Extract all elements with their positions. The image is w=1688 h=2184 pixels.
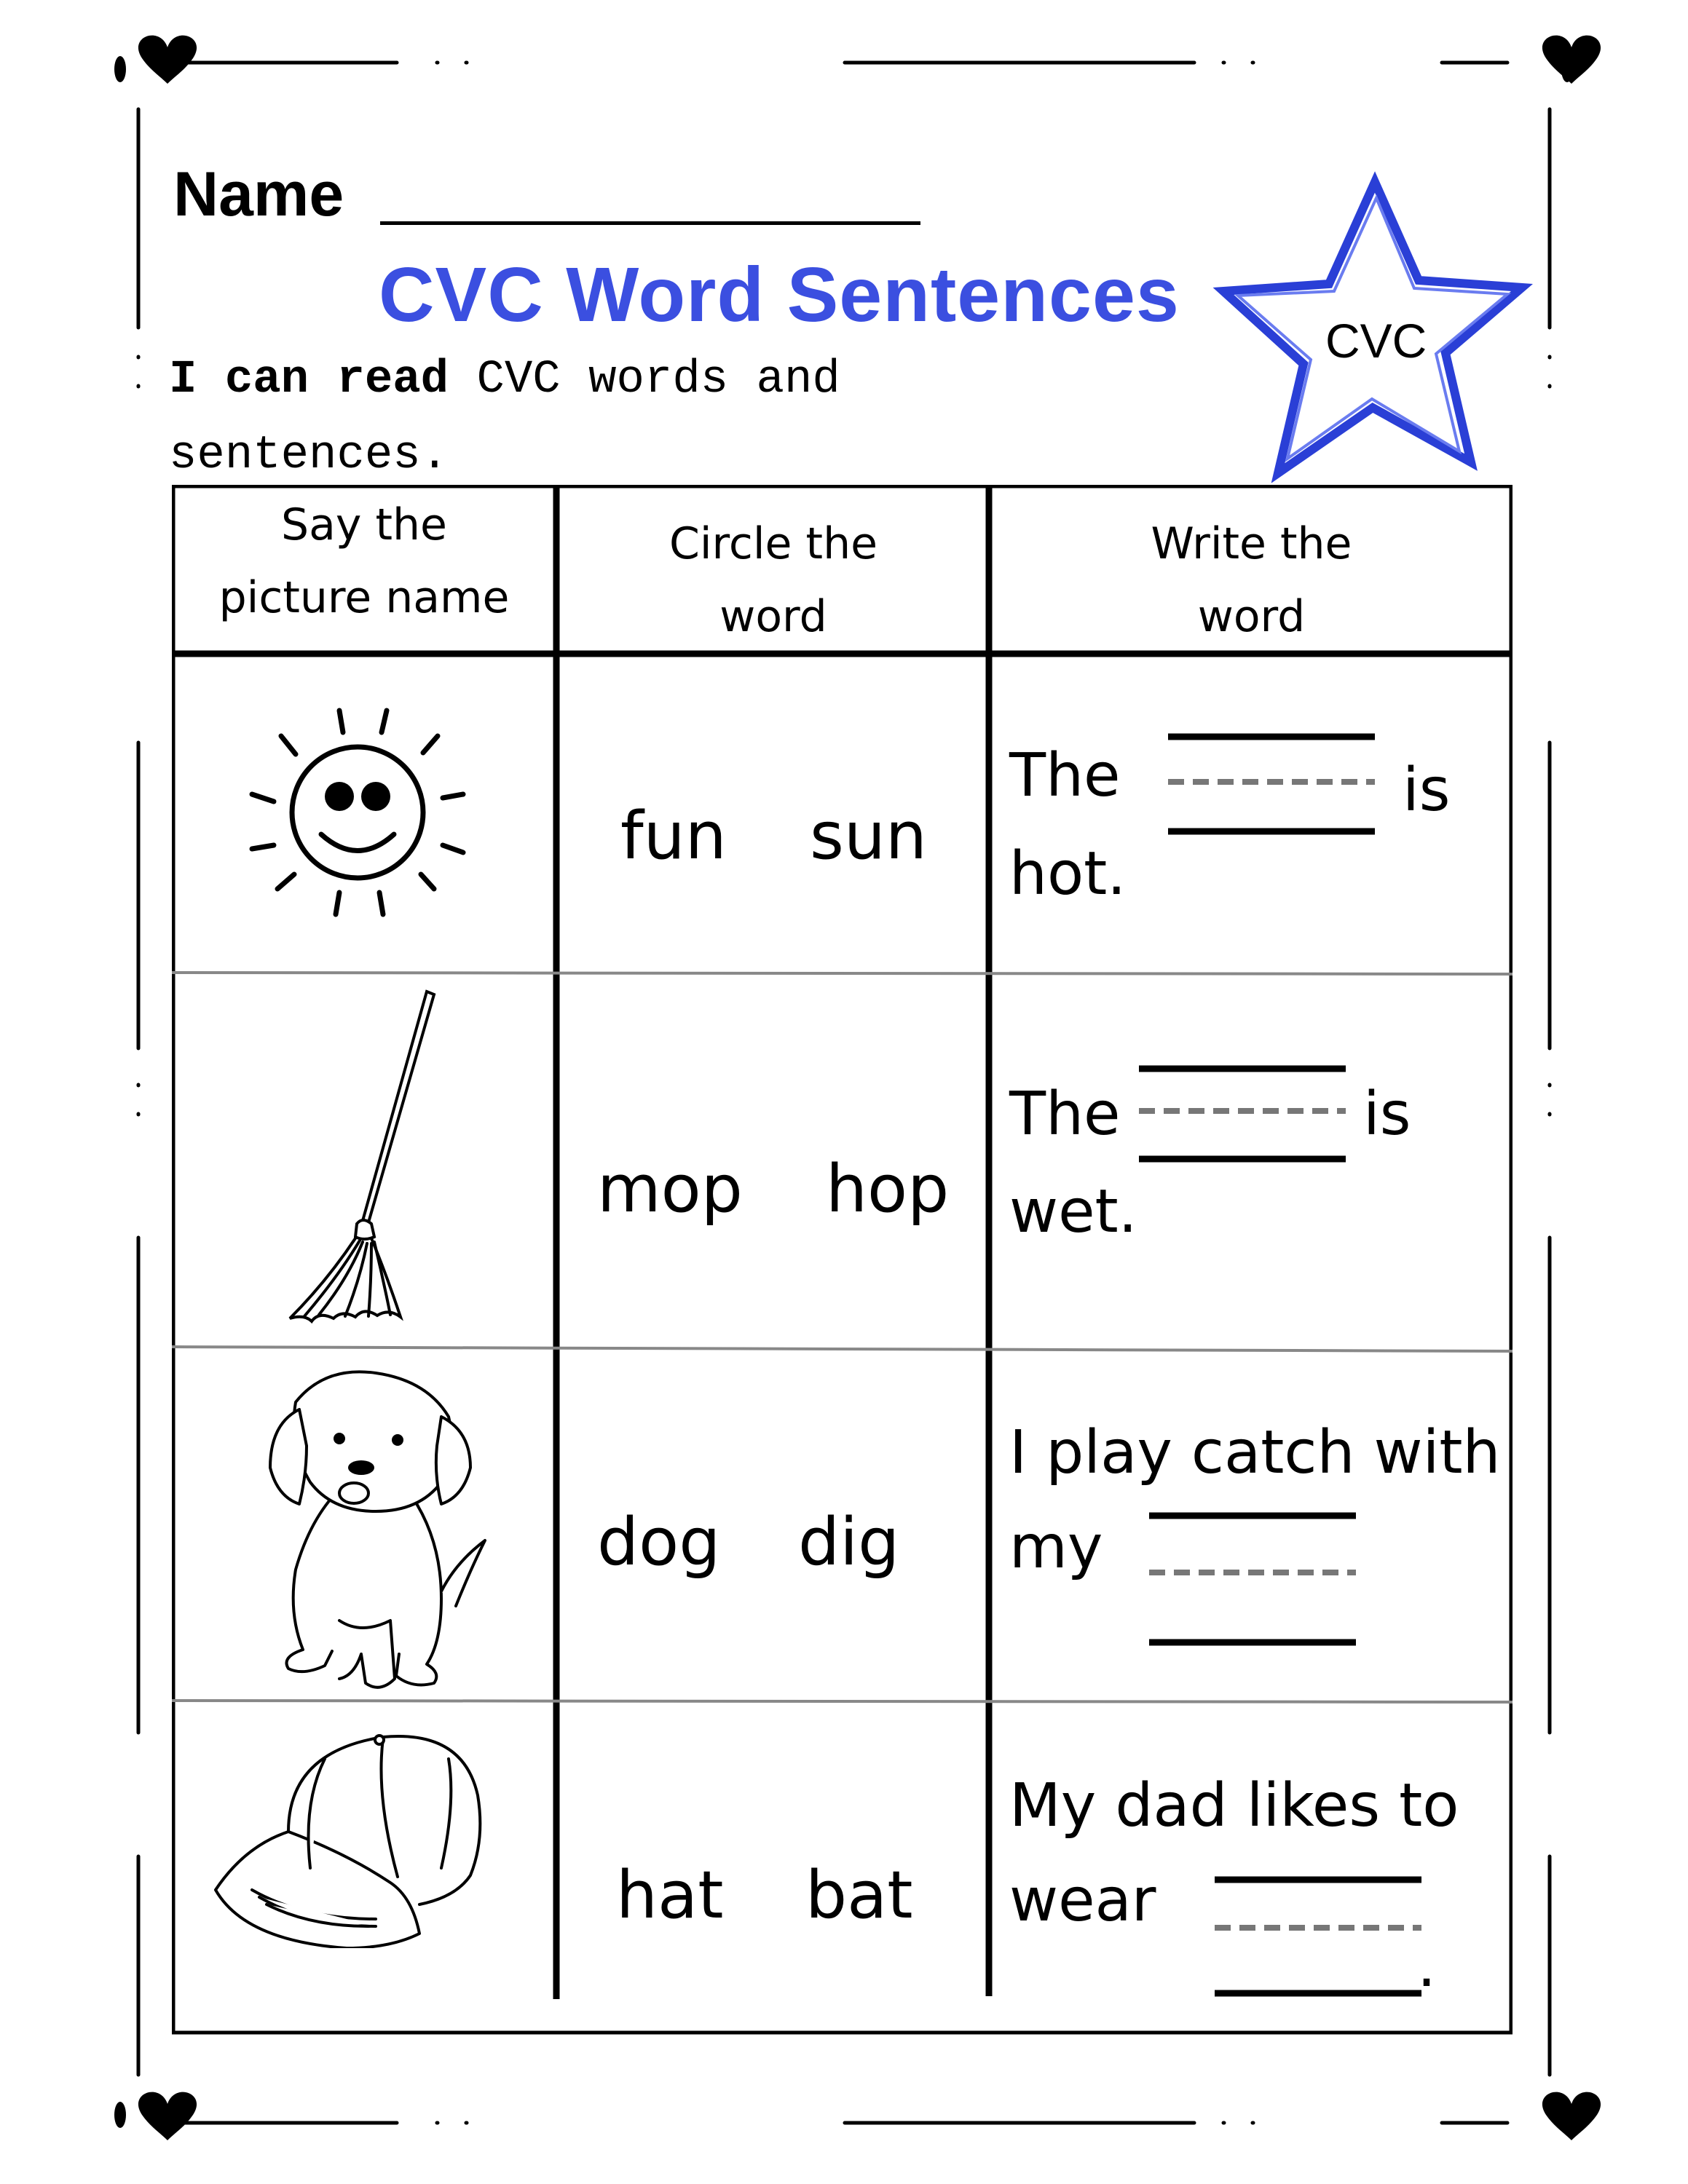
- choice-word[interactable]: dog: [597, 1504, 721, 1580]
- dog-icon: [230, 1358, 500, 1693]
- sentence-end: hot.: [1009, 839, 1127, 909]
- sentence-start: The: [1009, 1080, 1121, 1149]
- learning-objective: [169, 342, 934, 494]
- cap-icon: [208, 1730, 500, 1948]
- choice-word[interactable]: bat: [805, 1857, 913, 1934]
- choice-word[interactable]: fun: [620, 798, 727, 874]
- objective-bold: I can read: [169, 354, 449, 406]
- sentence-end: wear: [1009, 1866, 1156, 1935]
- write-lines[interactable]: [1213, 1875, 1424, 2021]
- name-write-line[interactable]: [380, 221, 920, 225]
- name-label: Name: [173, 159, 344, 229]
- write-lines[interactable]: [1137, 1064, 1349, 1174]
- write-lines[interactable]: [1148, 1511, 1359, 1657]
- sentence-after: is: [1363, 1080, 1411, 1149]
- sentence-after: is: [1403, 756, 1451, 825]
- sentence-end: wet.: [1009, 1177, 1137, 1246]
- write-lines[interactable]: [1167, 732, 1378, 842]
- header-circle: Circle the word: [669, 518, 878, 642]
- choice-word[interactable]: sun: [810, 798, 927, 874]
- choice-word[interactable]: hat: [616, 1857, 724, 1934]
- sun-icon: [237, 696, 478, 936]
- objective-rest: CVC words and sentences.: [169, 354, 840, 482]
- sentence-start: My dad likes to: [1009, 1771, 1459, 1840]
- header-write: Write the word: [1151, 518, 1352, 642]
- mop-icon: [281, 987, 470, 1337]
- badge-label: CVC: [1325, 314, 1427, 368]
- sentence-start: I play catch with: [1009, 1418, 1501, 1487]
- worksheet-table: [172, 485, 1513, 2035]
- choice-word[interactable]: dig: [798, 1504, 900, 1580]
- choice-word[interactable]: mop: [597, 1151, 743, 1227]
- sentence-start: The: [1009, 741, 1121, 810]
- sentence-after: .: [1417, 1931, 1437, 2001]
- header-picture: Say the picture name: [218, 499, 510, 623]
- sentence-end: my: [1009, 1513, 1103, 1582]
- choice-word[interactable]: hop: [826, 1151, 950, 1227]
- page-title: CVC Word Sentences: [379, 252, 1180, 338]
